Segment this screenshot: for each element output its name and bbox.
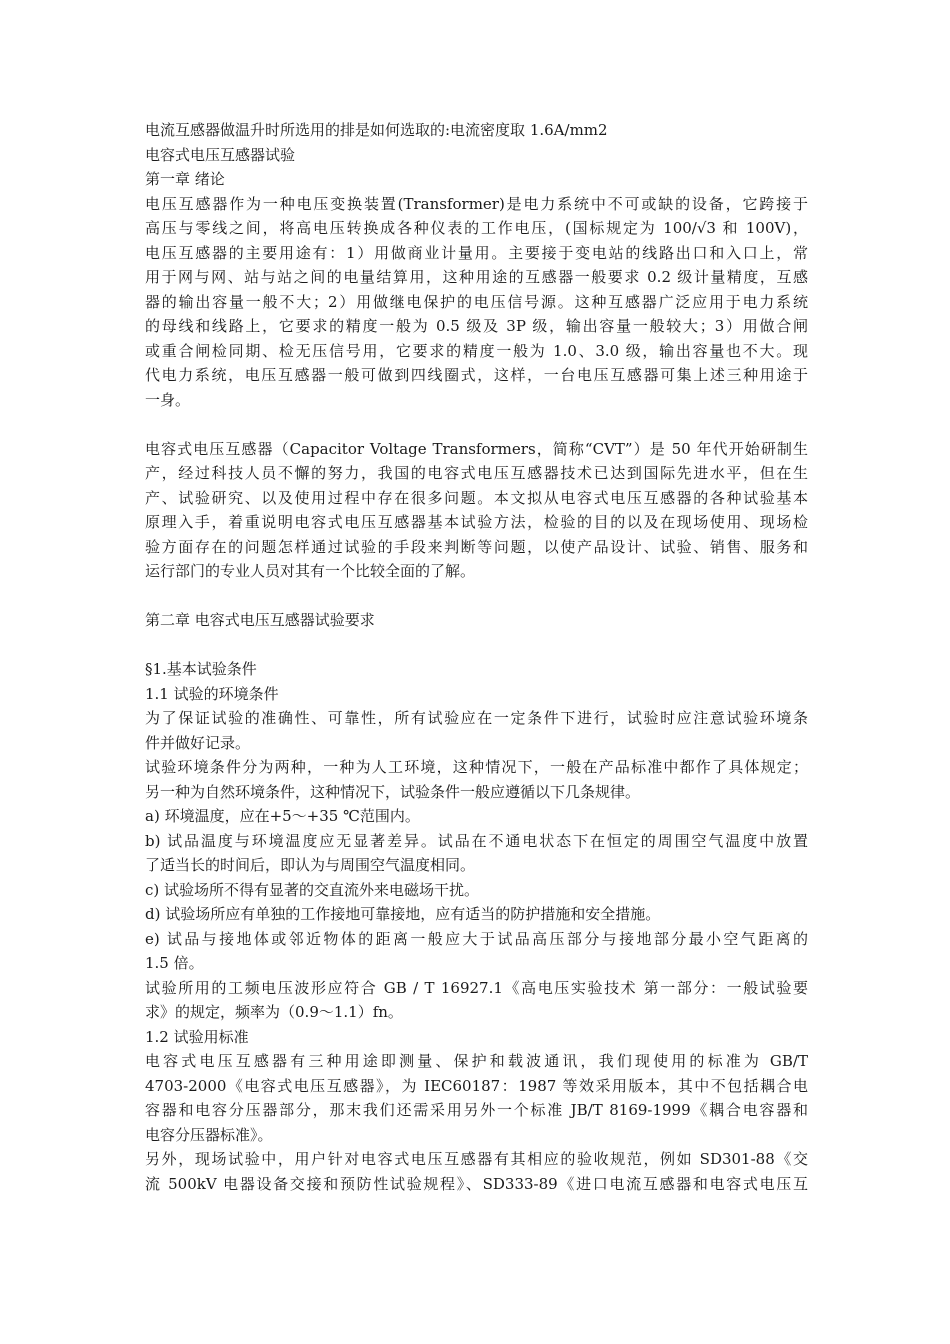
text-line: 另一种为自然环境条件，这种情况下，试验条件一般应遵循以下几条规律。	[145, 782, 641, 801]
text-line: 电容式电压互感器（Capacitor Voltage Transformers，简称“CVT”）是 50 年代开始研制生	[145, 439, 808, 458]
text-line: 试验环境条件分为两种，一种为人工环境，这种情况下，一般在产品标准中都作了具体规定；	[145, 758, 808, 776]
list-item-e	[145, 927, 808, 976]
spacer	[145, 412, 808, 437]
text-line: 试验所用的工频电压波形应符合 GB / T 16927.1《高电压实验技术 第一部分：一般试验要	[145, 978, 808, 997]
spacer	[145, 633, 808, 658]
text-line: 器的输出容量一般不大；2）用做继电保护的电压信号源。这种互感器广泛应用于电力系统	[145, 292, 808, 311]
text-line: 为了保证试验的准确性、可靠性，所有试验应在一定条件下进行，试验时应注意试验环境条	[145, 709, 808, 727]
text-line: 另外，现场试验中，用户针对电容式电压互感器有其相应的验收规范，例如 SD301-88《交	[145, 1150, 808, 1168]
paragraph-conditions	[145, 706, 808, 755]
text-line: 容器和电容分压器部分，那末我们还需采用另外一个标准 JB/T 8169-1999《耦合电容器和	[145, 1101, 808, 1119]
section-1-heading: §1.基本试验条件	[145, 660, 257, 678]
text-line: 电压互感器作为一种电压变换装置(Transformer)是电力系统中不可或缺的设备，它跨接于	[145, 194, 808, 213]
text-line: 或重合闸检同期、检无压信号用，它要求的精度一般为 1.0、3.0 级，输出容量也不大。现	[145, 341, 808, 360]
paragraph-standards	[145, 1049, 808, 1147]
text-line: e) 试品与接地体或邻近物体的距离一般应大于试品高压部分与接地部分最小空气距离的	[145, 929, 808, 948]
text-line: 电压互感器的主要用途有：1）用做商业计量用。主要接于变电站的线路出口和入口上，常	[145, 243, 808, 262]
text-line: 4703-2000《电容式电压互感器》，为 IEC60187：1987 等效采用版本，其中不包括耦合电	[145, 1076, 808, 1095]
text-line: 验方面存在的问题怎样通过试验的手段来判断等问题，以使产品设计、试验、销售、服务和	[145, 537, 808, 556]
text-line: 电容式电压互感器有三种用途即测量、保护和载波通讯，我们现使用的标准为 GB/T	[145, 1052, 808, 1070]
text-line: 的母线和线路上，它要求的精度一般为 0.5 级及 3P 级，输出容量一般较大；3）用做合闸	[145, 317, 808, 335]
paragraph-cvt	[145, 437, 808, 584]
text-line: 电容分压器标准》。	[145, 1125, 273, 1144]
paragraph-intro	[145, 192, 808, 413]
text-line: 代电力系统，电压互感器一般可做到四线圈式，这样，一台电压互感器可集上述三种用途于	[145, 366, 808, 384]
text-line: 求》的规定，频率为（0.9～1.1）fn。	[145, 1003, 403, 1021]
subsection-1-1-heading: 1.1 试验的环境条件	[145, 684, 279, 703]
paragraph-field-tests	[145, 1147, 808, 1196]
text-line: 高压与零线之间，将高电压转换成各种仪表的工作电压，(国标规定为 100/√3 和 100V)，	[145, 219, 808, 237]
text-line: 1.5 倍。	[145, 954, 204, 972]
subsection-1-2-heading: 1.2 试验用标准	[145, 1027, 249, 1046]
document-title: 电容式电压互感器试验	[145, 145, 296, 164]
document-body	[145, 118, 808, 1196]
text-line: 原理入手，着重说明电容式电压互感器基本试验方法，检验的目的以及在现场使用、现场检	[145, 513, 808, 531]
text-line: 一身。	[145, 390, 191, 409]
list-item-a: a) 环境温度，应在+5～+35 ℃范围内。	[145, 807, 420, 825]
header-line: 电流互感器做温升时所选用的排是如何选取的:电流密度取 1.6A/mm2	[145, 121, 608, 139]
list-item-d: d) 试验场所应有单独的工作接地可靠接地，应有适当的防护措施和安全措施。	[145, 905, 661, 923]
text-line: 产，经过科技人员不懈的努力，我国的电容式电压互感器技术已达到国际先进水平，但在生	[145, 464, 808, 482]
paragraph-environment	[145, 755, 808, 804]
list-item-c: c) 试验场所不得有显著的交直流外来电磁场干扰。	[145, 880, 480, 899]
spacer	[145, 584, 808, 609]
text-line: 用于网与网、站与站之间的电量结算用，这种用途的互感器一般要求 0.2 级计量精度，互感	[145, 268, 808, 286]
text-line: 流 500kV 电器设备交接和预防性试验规程》、SD333-89《进口电流互感器和电容式电压互	[145, 1174, 808, 1193]
chapter-2-heading: 第二章 电容式电压互感器试验要求	[145, 611, 375, 629]
text-line: b) 试品温度与环境温度应无显著差异。试品在不通电状态下在恒定的周围空气温度中放置	[145, 831, 808, 850]
paragraph-waveform	[145, 976, 808, 1025]
text-line: 了适当长的时间后，即认为与周围空气温度相同。	[145, 856, 476, 874]
text-line: 运行部门的专业人员对其有一个比较全面的了解。	[145, 562, 476, 580]
text-line: 产、试验研究、以及使用过程中存在很多问题。本文拟从电容式电压互感器的各种试验基本	[145, 488, 808, 507]
list-item-b	[145, 829, 808, 878]
text-line: 件并做好记录。	[145, 733, 251, 752]
chapter-1-heading: 第一章 绪论	[145, 170, 225, 188]
